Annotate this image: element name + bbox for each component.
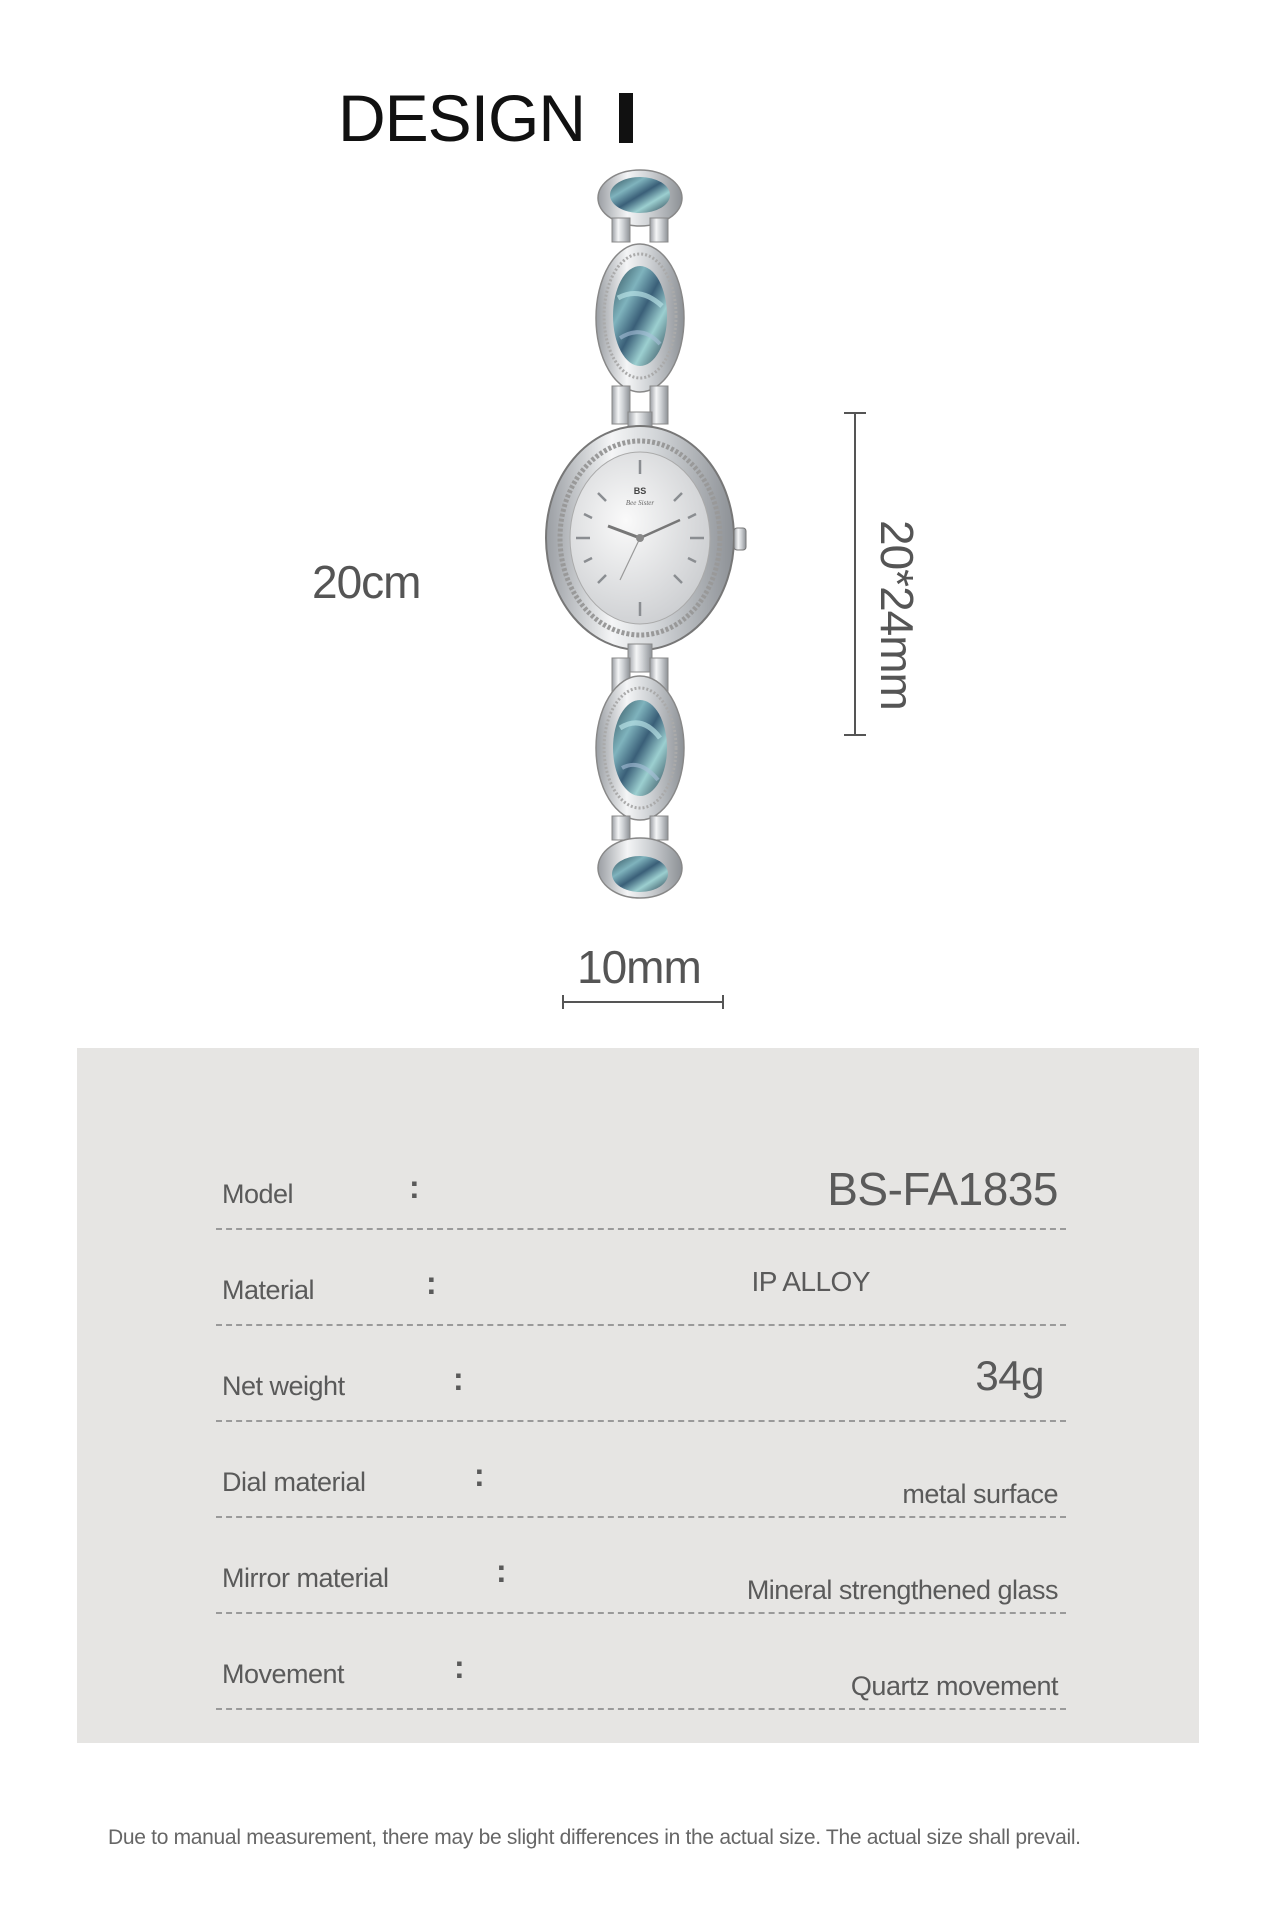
band-width-label: 10mm	[577, 941, 701, 993]
disclaimer-note: Due to manual measurement, there may be slight differences in the actual size. The actual size shall prevail.	[108, 1826, 1081, 1849]
spec-colon: :	[454, 1649, 465, 1685]
spec-value: BS-FA1835	[827, 1163, 1058, 1215]
spec-value: IP ALLOY	[751, 1266, 870, 1297]
watch-image	[520, 168, 760, 928]
spec-value: metal surface	[902, 1479, 1058, 1509]
spec-row-dial-material	[216, 1420, 1066, 1518]
svg-text:BS: BS	[633, 486, 647, 496]
spec-row-mirror-material	[216, 1516, 1066, 1614]
spec-colon: :	[474, 1457, 485, 1493]
spec-label: Material	[222, 1275, 315, 1305]
width-ruler	[562, 1001, 724, 1003]
length-label: 20cm	[312, 556, 421, 608]
spec-label: Dial material	[222, 1467, 366, 1497]
page-title	[338, 80, 633, 156]
title-accent-bar	[619, 93, 633, 143]
spec-label: Net weight	[222, 1371, 345, 1401]
spec-label: Model	[222, 1179, 294, 1209]
svg-text:Bee Sister: Bee Sister	[625, 499, 655, 507]
spec-row-movement	[216, 1612, 1066, 1710]
spec-row-net-weight	[216, 1324, 1066, 1422]
spec-value: Mineral strengthened glass	[746, 1575, 1058, 1605]
height-ruler	[854, 412, 856, 736]
spec-colon: :	[453, 1361, 464, 1397]
spec-colon: :	[426, 1265, 437, 1301]
spec-row-model	[216, 1132, 1066, 1230]
title-text: DESIGN	[338, 81, 586, 155]
spec-colon: :	[496, 1553, 507, 1589]
case-size-label: 20*24mm	[871, 520, 923, 710]
spec-row-material	[216, 1228, 1066, 1326]
spec-value: 34g	[975, 1352, 1044, 1399]
spec-panel	[77, 1048, 1199, 1743]
spec-colon: :	[409, 1169, 420, 1205]
spec-label: Movement	[222, 1659, 345, 1689]
spec-value: Quartz movement	[850, 1671, 1058, 1701]
spec-label: Mirror material	[222, 1563, 389, 1593]
